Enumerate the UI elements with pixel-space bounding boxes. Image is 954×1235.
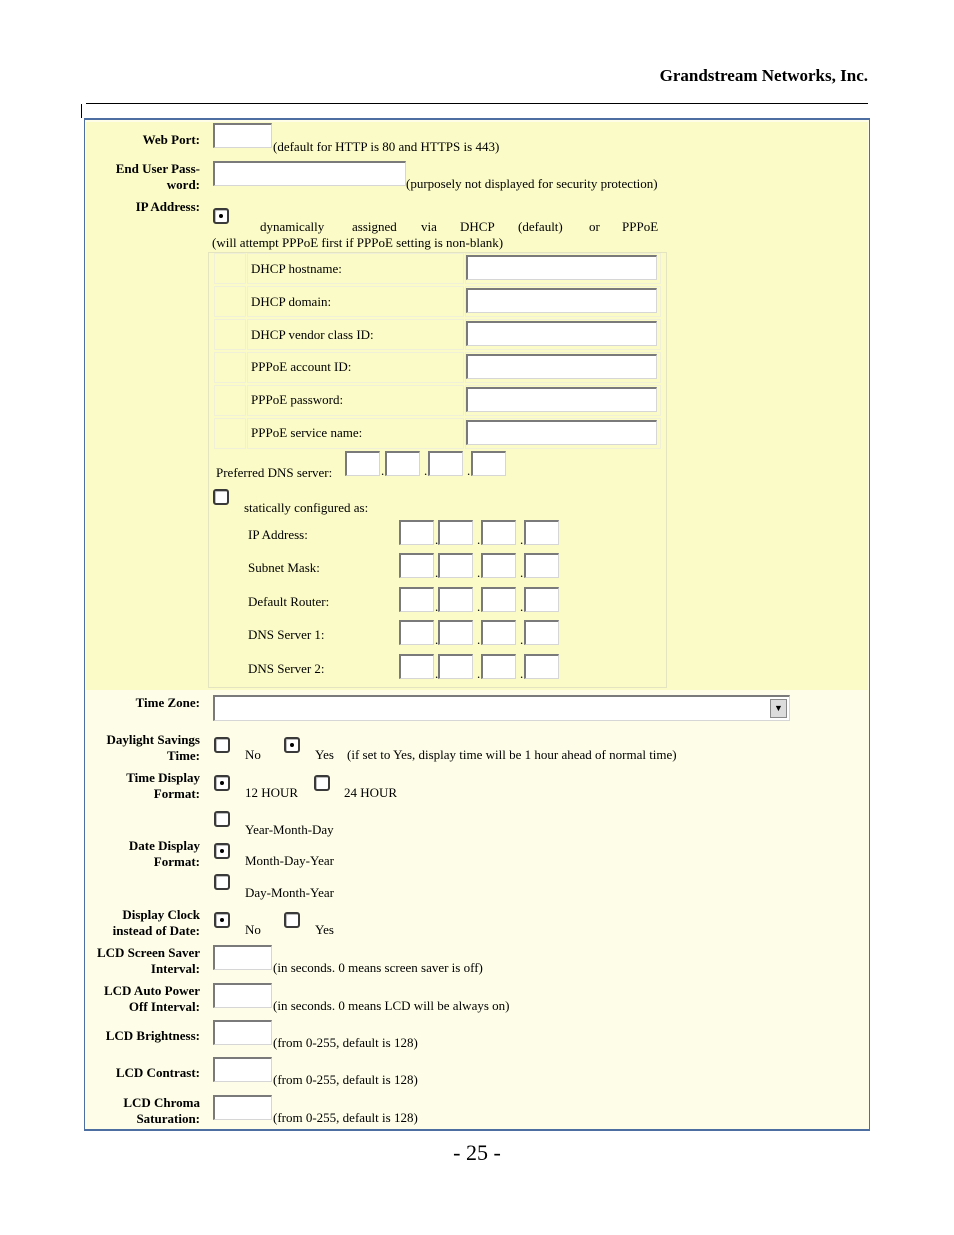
dns-server-1-octet-2[interactable] — [438, 620, 473, 645]
octet-separator: . — [435, 565, 439, 580]
label-line: LCD Auto Power — [103, 983, 200, 998]
display-clock-label — [80, 907, 200, 939]
lcd-brightness-input[interactable] — [213, 1020, 272, 1045]
subnet-mask-octet-4[interactable] — [524, 553, 559, 578]
lcd-chroma-label — [80, 1095, 200, 1127]
static-ip-label: IP Address: — [248, 527, 308, 542]
lcd-screen-saver-label — [80, 945, 200, 977]
time-zone-label: Time Zone: — [135, 695, 200, 710]
dhcp-word-5: (default) — [518, 219, 563, 234]
lcd-brightness-label: LCD Brightness: — [105, 1028, 200, 1043]
end-user-password-label — [80, 161, 200, 193]
dhcp-description: (will attempt PPPoE first if PPPoE setting is non-blank) — [212, 235, 504, 250]
dhcp-word-1: dynamically — [260, 219, 325, 234]
chevron-down-icon[interactable]: ▼ — [770, 699, 787, 718]
preferred-dns-label: Preferred DNS server: — [216, 465, 333, 480]
time-24-hour-label: 24 HOUR — [344, 785, 398, 800]
date-ymd-label: Year-Month-Day — [245, 822, 334, 837]
dns-server-1-label: DNS Server 1: — [248, 627, 325, 642]
subnet-mask-octet-2[interactable] — [438, 553, 473, 578]
spacer-cell — [214, 418, 246, 449]
lcd-auto-power-input[interactable] — [213, 983, 272, 1008]
label-line: LCD Screen Saver — [96, 945, 200, 960]
lcd-auto-power-hint: (in seconds. 0 means LCD will be always on) — [273, 998, 510, 1013]
time-24-hour-radio[interactable] — [314, 775, 330, 791]
daylight-no-label: No — [245, 747, 261, 762]
date-mdy-label: Month-Day-Year — [245, 853, 334, 868]
pppoe-password-input[interactable] — [466, 387, 657, 412]
dns-server-1-octet-3[interactable] — [481, 620, 516, 645]
default-router-octet-1[interactable] — [399, 587, 434, 612]
dhcp-word-6: or — [589, 219, 600, 234]
static-radio[interactable] — [213, 489, 229, 505]
date-dmy-label: Day-Month-Year — [245, 885, 334, 900]
dhcp-vendor-class-label: DHCP vendor class ID: — [251, 327, 374, 342]
time-zone-select[interactable] — [213, 695, 790, 721]
lcd-chroma-hint: (from 0-255, default is 128) — [273, 1110, 418, 1125]
dns-server-1-octet-4[interactable] — [524, 620, 559, 645]
subnet-mask-label: Subnet Mask: — [248, 560, 320, 575]
daylight-no-radio[interactable] — [214, 737, 230, 753]
pppoe-account-label: PPPoE account ID: — [251, 359, 352, 374]
pppoe-password-label: PPPoE password: — [251, 392, 344, 407]
label-line: Date Display — [128, 838, 200, 853]
end-user-password-hint: (purposely not displayed for security protection) — [406, 176, 658, 191]
date-ymd-radio[interactable] — [214, 811, 230, 827]
label-line: Format: — [153, 786, 200, 801]
lcd-screen-saver-input[interactable] — [213, 945, 272, 970]
end-user-password-input[interactable] — [213, 161, 406, 186]
pppoe-service-label: PPPoE service name: — [251, 425, 363, 440]
dhcp-domain-input[interactable] — [466, 288, 657, 313]
margin-mark — [81, 104, 82, 118]
dns-server-2-label: DNS Server 2: — [248, 661, 325, 676]
dhcp-word-2: assigned — [352, 219, 397, 234]
octet-separator: . — [477, 632, 481, 647]
static-ip-octet-4[interactable] — [524, 520, 559, 545]
daylight-yes-radio[interactable] — [284, 737, 300, 753]
page-number: - 25 - — [453, 1140, 501, 1165]
octet-separator: . — [520, 532, 524, 547]
header-rule — [86, 103, 868, 104]
daylight-savings-label — [80, 732, 200, 764]
default-router-label: Default Router: — [248, 594, 330, 609]
lcd-auto-power-label — [80, 983, 200, 1015]
octet-separator: . — [520, 599, 524, 614]
lcd-chroma-input[interactable] — [213, 1095, 272, 1120]
company-name: Grandstream Networks, Inc. — [659, 66, 868, 85]
spacer-cell — [214, 352, 246, 383]
time-12-hour-radio[interactable] — [214, 775, 230, 791]
default-router-octet-4[interactable] — [524, 587, 559, 612]
daylight-hint: (if set to Yes, display time will be 1 hour ahead of normal time) — [347, 747, 677, 762]
dhcp-word-4: DHCP — [460, 219, 495, 234]
label-line: Interval: — [150, 961, 200, 976]
display-clock-yes-radio[interactable] — [284, 912, 300, 928]
lcd-contrast-label: LCD Contrast: — [115, 1065, 200, 1080]
lcd-contrast-input[interactable] — [213, 1057, 272, 1082]
octet-separator: . — [467, 463, 471, 478]
label-line: LCD Chroma — [123, 1095, 200, 1110]
octet-separator: . — [424, 463, 428, 478]
dns-server-2-octet-2[interactable] — [438, 654, 473, 679]
static-ip-octet-1[interactable] — [399, 520, 434, 545]
time-display-label — [80, 770, 200, 802]
static-label: statically configured as: — [244, 500, 369, 515]
date-mdy-radio[interactable] — [214, 843, 230, 859]
label-line: instead of Date: — [112, 923, 200, 938]
octet-separator: . — [520, 666, 524, 681]
default-router-octet-3[interactable] — [481, 587, 516, 612]
dhcp-domain-label: DHCP domain: — [251, 294, 332, 309]
dhcp-radio[interactable] — [213, 208, 229, 224]
lcd-screen-saver-hint: (in seconds. 0 means screen saver is off) — [273, 960, 483, 975]
preferred-dns-octet-3[interactable] — [428, 451, 463, 476]
octet-separator: . — [435, 599, 439, 614]
spacer-cell — [214, 253, 246, 284]
label-line: Time Display — [126, 770, 200, 785]
web-port-input[interactable] — [213, 123, 272, 148]
subnet-mask-octet-3[interactable] — [481, 553, 516, 578]
display-clock-yes-label: Yes — [315, 922, 334, 937]
label-line: Saturation: — [136, 1111, 200, 1126]
dns-server-2-octet-1[interactable] — [399, 654, 434, 679]
octet-separator: . — [435, 532, 439, 547]
octet-separator: . — [477, 565, 481, 580]
web-port-hint: (default for HTTP is 80 and HTTPS is 443) — [273, 139, 500, 154]
dns-server-2-octet-3[interactable] — [481, 654, 516, 679]
daylight-yes-label: Yes — [315, 747, 334, 762]
dhcp-vendor-class-input[interactable] — [466, 321, 657, 346]
subnet-mask-octet-1[interactable] — [399, 553, 434, 578]
label-line: word: — [166, 177, 200, 192]
spacer-cell — [214, 286, 246, 317]
radio-dot — [220, 918, 224, 922]
radio-dot — [220, 781, 224, 785]
octet-separator: . — [477, 666, 481, 681]
static-ip-octet-2[interactable] — [438, 520, 473, 545]
octet-separator: . — [381, 463, 385, 478]
octet-separator: . — [520, 632, 524, 647]
display-clock-no-label: No — [245, 922, 261, 937]
label-line: Daylight Savings — [106, 732, 200, 747]
label-line: Off Interval: — [128, 999, 200, 1014]
spacer-cell — [214, 385, 246, 416]
preferred-dns-octet-4[interactable] — [471, 451, 506, 476]
radio-dot — [219, 214, 223, 218]
dhcp-hostname-label: DHCP hostname: — [251, 261, 342, 276]
ip-address-label: IP Address: — [135, 199, 200, 214]
time-12-hour-label: 12 HOUR — [245, 785, 299, 800]
octet-separator: . — [520, 565, 524, 580]
dhcp-word-3: via — [421, 219, 437, 234]
octet-separator: . — [435, 666, 439, 681]
label-line: End User Pass- — [115, 161, 200, 176]
pppoe-service-input[interactable] — [466, 420, 657, 445]
default-router-octet-2[interactable] — [438, 587, 473, 612]
dns-server-1-octet-1[interactable] — [399, 620, 434, 645]
label-line: Format: — [153, 854, 200, 869]
display-clock-no-radio[interactable] — [214, 912, 230, 928]
preferred-dns-octet-2[interactable] — [385, 451, 420, 476]
date-dmy-radio[interactable] — [214, 874, 230, 890]
lcd-brightness-hint: (from 0-255, default is 128) — [273, 1035, 418, 1050]
dhcp-hostname-input[interactable] — [466, 255, 657, 280]
octet-separator: . — [477, 532, 481, 547]
dns-server-2-octet-4[interactable] — [524, 654, 559, 679]
octet-separator: . — [435, 632, 439, 647]
pppoe-account-input[interactable] — [466, 354, 657, 379]
web-port-label: Web Port: — [142, 132, 200, 147]
static-ip-octet-3[interactable] — [481, 520, 516, 545]
dhcp-word-7: PPPoE — [622, 219, 659, 234]
octet-separator: . — [477, 599, 481, 614]
radio-dot — [290, 743, 294, 747]
label-line: Time: — [167, 748, 200, 763]
date-display-label — [80, 838, 200, 870]
spacer-cell — [214, 319, 246, 350]
lcd-contrast-hint: (from 0-255, default is 128) — [273, 1072, 418, 1087]
radio-dot — [220, 849, 224, 853]
preferred-dns-octet-1[interactable] — [345, 451, 380, 476]
label-line: Display Clock — [122, 907, 200, 922]
